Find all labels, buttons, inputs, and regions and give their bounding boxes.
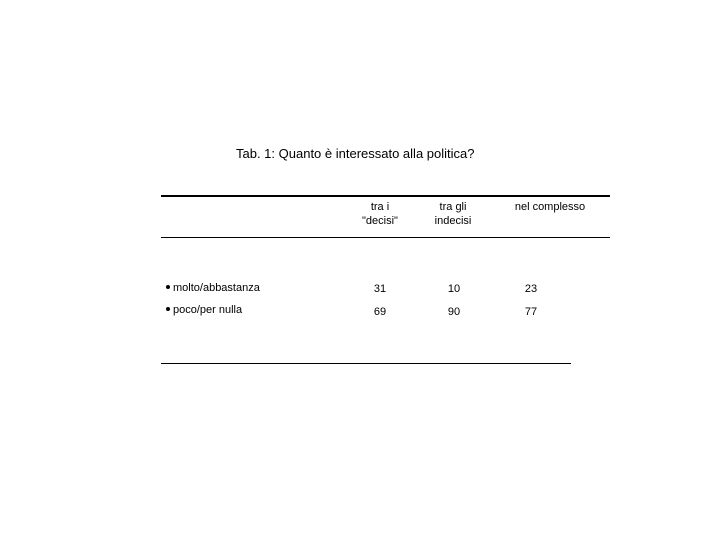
table-cell: 77 <box>524 306 538 318</box>
column-header-line: "decisi" <box>362 215 398 227</box>
bullet-icon <box>166 285 170 289</box>
table-cell: 69 <box>373 306 387 318</box>
table-cell: 31 <box>373 283 387 295</box>
top-rule <box>161 195 610 197</box>
column-header-line: nel complesso <box>514 201 586 213</box>
row-label-molto <box>166 282 260 294</box>
table-cell: 23 <box>524 283 538 295</box>
column-header-complesso <box>500 200 600 214</box>
row-label-text: poco/per nulla <box>173 304 243 316</box>
column-header-line: indecisi <box>434 215 472 227</box>
bottom-rule <box>161 363 571 364</box>
table-cell: 90 <box>447 306 461 318</box>
column-header-decisi <box>340 200 420 228</box>
column-header-line: tra gli <box>439 201 467 213</box>
header-rule <box>161 237 610 238</box>
column-header-line: tra i <box>370 201 390 213</box>
row-label-text: molto/abbastanza <box>173 282 260 294</box>
row-label-poco <box>166 304 242 316</box>
table-cell: 10 <box>447 283 461 295</box>
column-header-indecisi <box>413 200 493 228</box>
bullet-icon <box>166 307 170 311</box>
table-title: Tab. 1: Quanto è interessato alla politica? <box>236 146 475 161</box>
